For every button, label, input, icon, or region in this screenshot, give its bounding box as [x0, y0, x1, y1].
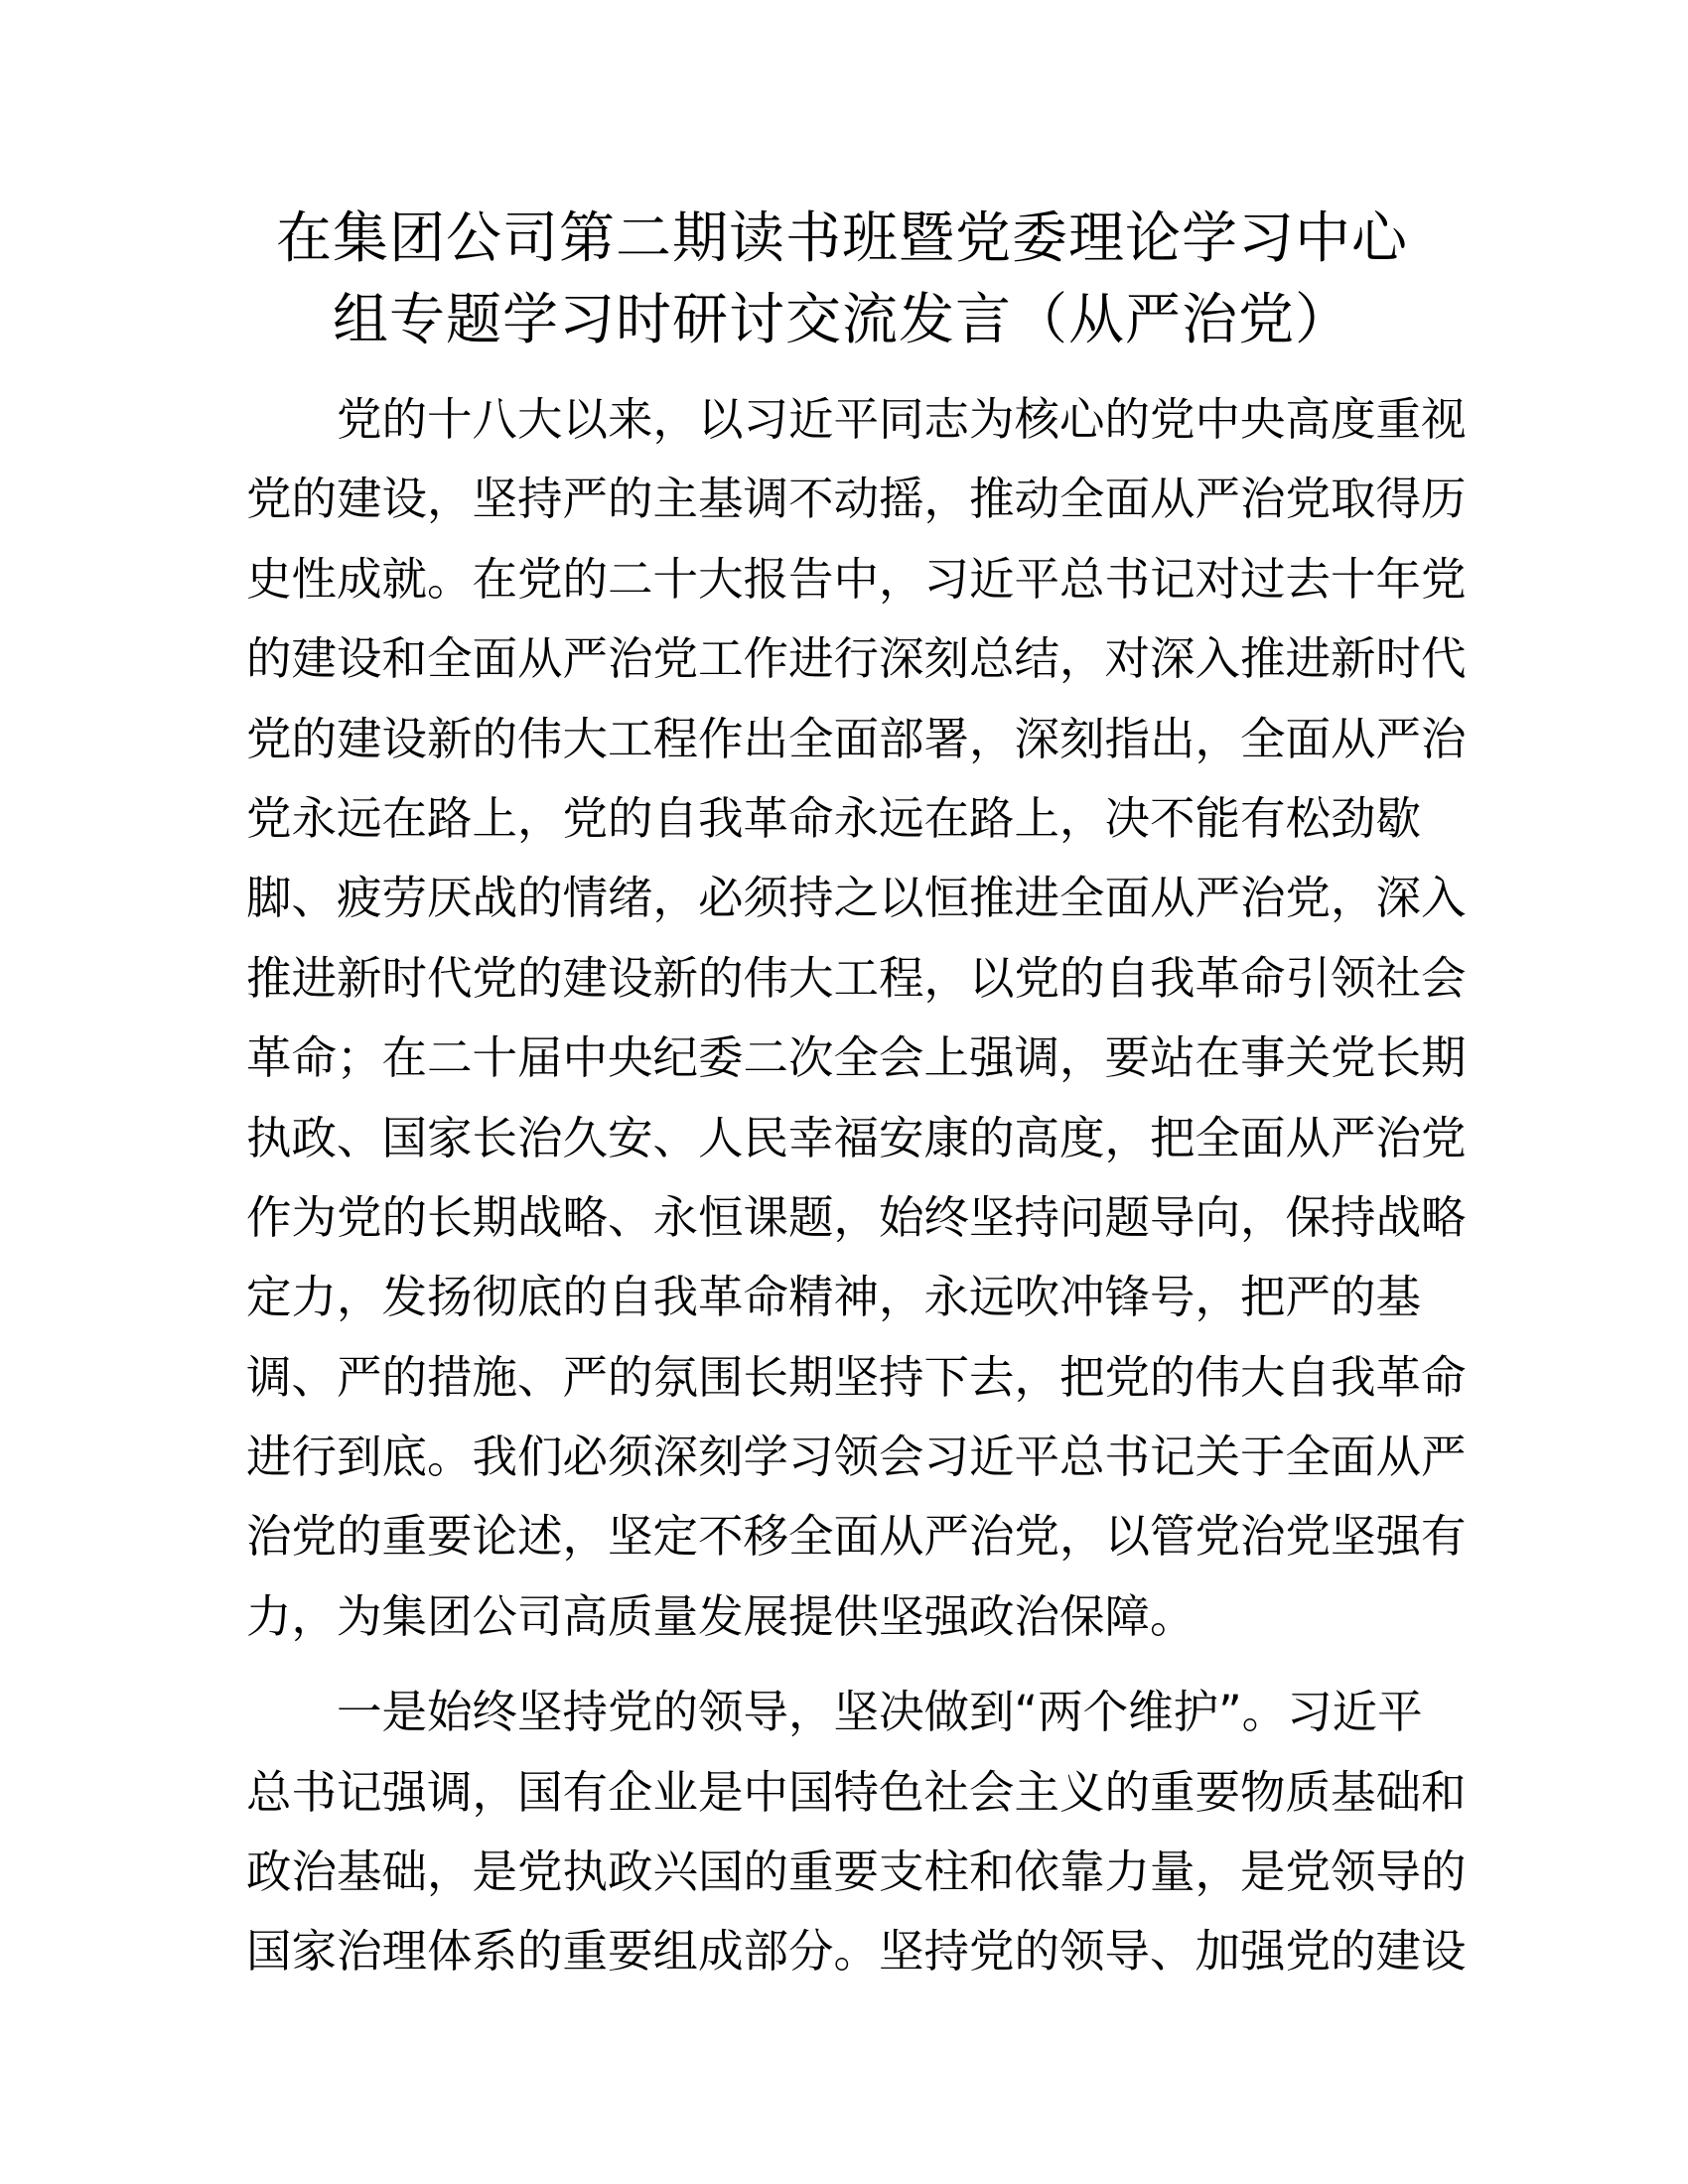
paragraph-point-one [246, 1673, 1467, 1992]
text-line: 政治基础，是党执政兴国的重要支柱和依靠力量，是党领导的 [246, 1845, 1467, 1899]
text-line: 党的建设新的伟大工程作出全面部署，深刻指出，全面从严治 [246, 712, 1467, 765]
text-line: 一是始终坚持党的领导，坚决做到“两个维护”。习近平 [337, 1686, 1423, 1739]
document-title [246, 199, 1438, 361]
text-line: 作为党的长期战略、永恒课题，始终坚持问题导向，保持战略 [246, 1190, 1467, 1244]
text-line: 革命；在二十届中央纪委二次全会上强调，要站在事关党长期 [246, 1031, 1467, 1085]
text-line: 治党的重要论述，坚定不移全面从严治党，以管党治党坚强有 [246, 1510, 1467, 1564]
text-line: 总书记强调，国有企业是中国特色社会主义的重要物质基础和 [246, 1765, 1467, 1819]
document-body [246, 380, 1467, 1992]
text-line: 进行到底。我们必须深刻学习领会习近平总书记关于全面从严 [246, 1431, 1467, 1484]
text-line: 推进新时代党的建设新的伟大工程，以党的自我革命引领社会 [246, 951, 1467, 1005]
text-line: 定力，发扬彻底的自我革命精神，永远吹冲锋号，把严的基 [246, 1271, 1422, 1324]
text-line: 党的十八大以来，以习近平同志为核心的党中央高度重视 [337, 393, 1467, 446]
text-line: 党永远在路上，党的自我革命永远在路上，决不能有松劲歇 [246, 791, 1422, 845]
text-line: 的建设和全面从严治党工作进行深刻总结，对深入推进新时代 [246, 632, 1467, 686]
title-line: 在集团公司第二期读书班暨党委理论学习中心 [276, 206, 1408, 271]
text-line: 党的建设，坚持严的主基调不动摇，推动全面从严治党取得历 [246, 473, 1467, 526]
paragraph-intro [246, 380, 1467, 1657]
text-line: 调、严的措施、严的氛围长期坚持下去，把党的伟大自我革命 [246, 1350, 1467, 1404]
text-line: 脚、疲劳厌战的情绪，必须持之以恒推进全面从严治党，深入 [246, 872, 1467, 925]
title-line: 组专题学习时研讨交流发言（从严治党） [333, 288, 1351, 352]
text-line: 执政、国家长治久安、人民幸福安康的高度，把全面从严治党 [246, 1111, 1467, 1164]
text-line: 史性成就。在党的二十大报告中，习近平总书记对过去十年党 [246, 552, 1467, 606]
text-line: 力，为集团公司高质量发展提供坚强政治保障。 [246, 1589, 1196, 1643]
text-line: 国家治理体系的重要组成部分。坚持党的领导、加强党的建设 [246, 1925, 1467, 1979]
